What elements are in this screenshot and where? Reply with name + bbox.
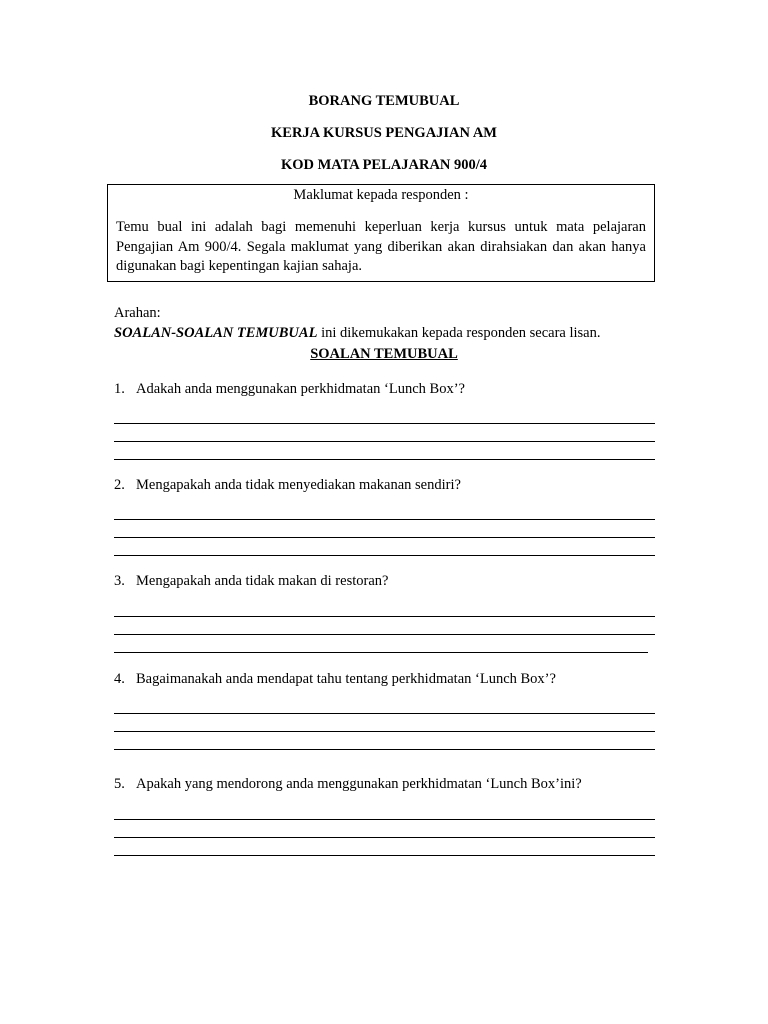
answer-line[interactable] (114, 652, 648, 653)
question-number: 5. (114, 776, 125, 792)
question-text: Adakah anda menggunakan perkhidmatan ‘Lunch Box’? (136, 381, 465, 397)
section-title: SOALAN TEMUBUAL (310, 346, 458, 362)
answer-line[interactable] (114, 441, 655, 442)
question-number: 3. (114, 573, 125, 589)
answer-line[interactable] (114, 519, 655, 520)
answer-line[interactable] (114, 555, 655, 556)
answer-line[interactable] (114, 855, 655, 856)
info-box-title: Maklumat kepada responden : (293, 187, 469, 203)
question-2 (114, 477, 461, 494)
instructions-text (114, 325, 601, 342)
answer-line[interactable] (114, 616, 655, 617)
subject-code: KOD MATA PELAJARAN 900/4 (280, 157, 488, 173)
question-1 (114, 381, 465, 398)
form-subtitle: KERJA KURSUS PENGAJIAN AM (271, 125, 497, 141)
question-number: 2. (114, 477, 125, 493)
question-3 (114, 573, 388, 590)
instructions-emphasis: SOALAN-SOALAN TEMUBUAL (114, 325, 318, 341)
answer-line[interactable] (114, 837, 655, 838)
question-number: 4. (114, 671, 125, 687)
question-number: 1. (114, 381, 125, 397)
form-title: BORANG TEMUBUAL (308, 93, 460, 109)
question-text: Apakah yang mendorong anda menggunakan perkhidmatan ‘Lunch Box’ini? (136, 776, 582, 792)
question-4 (114, 671, 556, 688)
answer-line[interactable] (114, 634, 655, 635)
answer-line[interactable] (114, 459, 655, 460)
answer-line[interactable] (114, 423, 655, 424)
answer-line[interactable] (114, 819, 655, 820)
instructions-label: Arahan: (114, 305, 161, 321)
answer-line[interactable] (114, 537, 655, 538)
answer-line[interactable] (114, 713, 655, 714)
respondent-info-box (107, 184, 655, 282)
answer-line[interactable] (114, 731, 655, 732)
question-5 (114, 776, 582, 793)
question-text: Mengapakah anda tidak menyediakan makanan sendiri? (136, 477, 461, 493)
question-text: Mengapakah anda tidak makan di restoran? (136, 573, 389, 589)
info-box-body: Temu bual ini adalah bagi memenuhi keperluan kerja kursus untuk mata pelajaran Pengajian Am 900/4. Segala maklumat yang diberikan akan dirahsiakan dan akan hanya digunakan bagi kepentingan kajian sahaja. (116, 219, 646, 274)
question-text: Bagaimanakah anda mendapat tahu tentang perkhidmatan ‘Lunch Box’? (136, 671, 556, 687)
answer-line[interactable] (114, 749, 655, 750)
instructions-body: ini dikemukakan kepada responden secara lisan. (317, 325, 601, 341)
